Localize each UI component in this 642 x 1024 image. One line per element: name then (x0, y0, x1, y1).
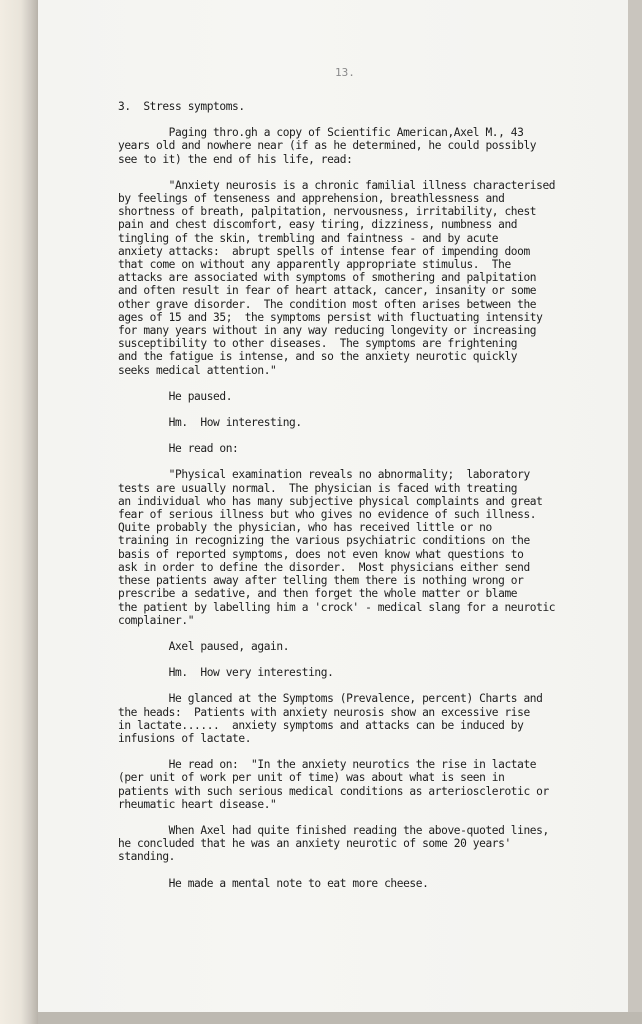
paragraph-11: When Axel had quite finished reading the above-quoted lines, he concluded that he was an anxiety neurotic of some 20 years' standing. (118, 823, 549, 864)
page-body (118, 100, 604, 903)
paragraph-7: Axel paused, again. (118, 639, 290, 653)
paragraph-2-quote: "Anxiety neurosis is a chronic familial illness characterised by feelings of tenseness and apprehension, breathlessness and shortness of breath, palpitation, nervousness, irritability, chest pain and chest discomfort, easy tiring, dizziness, numbness and tingling of the skin, trembling and faintness - and by acute anxiety attacks: abrupt spells of intense fear of impending doom that come on without any apparently appropriate stimulus. The attacks are associated with symptoms of smothering and palpitation and often result in fear of heart attack, cancer, insanity or some other grave disorder. The condition most often arises between the ages of 15 and 35; the symptoms persist with fluctuating intensity for many years without in any way reducing longevity or increasing susceptibility to other diseases. The symptoms are frightening and the fatigue is intense, and so the anxiety neurotic quickly seeks medical attention." (118, 178, 556, 377)
background-strip-bottom (38, 1012, 642, 1024)
paragraph-5: He read on: (118, 442, 239, 456)
book-binding-edge (0, 0, 38, 1024)
paragraph-9: He glanced at the Symptoms (Prevalence, percent) Charts and the heads: Patients with anxiety neurosis show an excessive rise in lactate...... anxiety symptoms and attacks can be induced by infusions of lactate. (118, 692, 543, 745)
paragraph-12: He made a mental note to eat more cheese. (118, 876, 429, 890)
paragraph-3: He paused. (118, 389, 233, 403)
paragraph-8: Hm. How very interesting. (118, 666, 334, 680)
paragraph-4: Hm. How interesting. (118, 416, 302, 430)
page-number: 13. (335, 66, 355, 79)
background-strip-right (628, 0, 642, 1024)
section-heading: 3. Stress symptoms. (118, 100, 245, 113)
paragraph-1: Paging thro.gh a copy of Scientific American,Axel M., 43 years old and nowhere near (if as he determined, he could possibly see to it) the end of his life, read: (118, 126, 537, 166)
paragraph-10: He read on: "In the anxiety neurotics the rise in lactate (per unit of work per unit of time) was about what is seen in patients with such serious medical conditions as arteriosclerotic or rheumatic heart disease." (118, 758, 549, 811)
paragraph-6-quote: "Physical examination reveals no abnormality; laboratory tests are usually normal. The physician is faced with treating an individual who has many subjective physical complaints and great fear of serious illness but who gives no evidence of such illness. Quite probably the physician, who has received little or no training in recognizing the various psychiatric conditions on the basis of reported symptoms, does not even know what questions to ask in order to define the disorder. Most physicians either send these patients away after telling them there is nothing wrong or prescribe a sedative, and then forget the whole matter or blame the patient by labelling him a 'crock' - medical slang for a neurotic complainer." (118, 468, 556, 627)
